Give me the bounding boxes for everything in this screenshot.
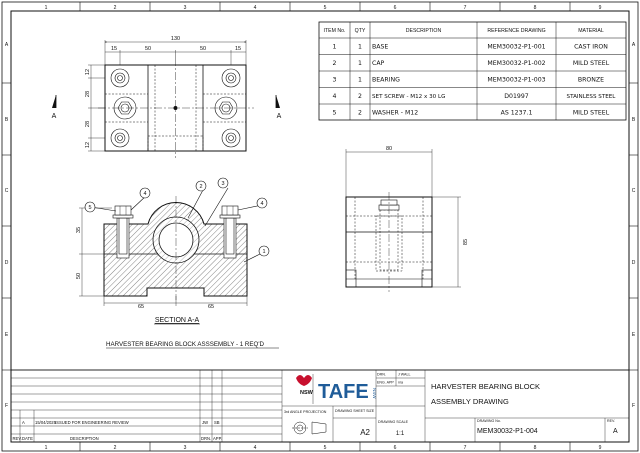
bom-header-item: ITEM No. <box>323 28 346 34</box>
side-view <box>346 192 432 292</box>
zone-col-9-top: 9 <box>598 5 602 11</box>
section-view <box>104 196 247 300</box>
zone-row-f-left: F <box>4 403 9 409</box>
dim-section-v-1: 35 <box>76 226 82 234</box>
section-label: SECTION A-A <box>154 317 200 324</box>
bill-of-materials <box>319 22 626 120</box>
scale-label: DRAWING SCALE <box>378 420 409 424</box>
dim-section-v-2: 50 <box>76 272 82 280</box>
balloon-4-right-label: 4 <box>260 201 264 207</box>
section-arrow-right-label: A <box>276 113 282 120</box>
drn-label: DRN. <box>377 372 386 377</box>
zone-row-d-left: D <box>4 260 9 266</box>
bom-row-3-qty: 1 <box>358 76 362 84</box>
revision-drn: JW <box>202 420 209 425</box>
section-arrow-left-label: A <box>51 113 57 120</box>
bom-row-5-description: WASHER - M12 <box>372 109 419 117</box>
bom-row-4-description: SET SCREW - M12 x 30 LG <box>372 94 446 100</box>
bom-row-5-item: 5 <box>332 109 337 117</box>
bom-row-1-qty: 1 <box>358 43 362 51</box>
section-arrow-right <box>276 95 282 120</box>
zone-col-1-top: 1 <box>44 5 48 11</box>
balloon-5-label: 5 <box>88 205 92 211</box>
balloon-3-label: 3 <box>221 181 225 187</box>
zone-col-5-bottom: 5 <box>323 445 327 451</box>
bom-header-material: MATERIAL <box>578 28 604 34</box>
balloon-4-left-label: 4 <box>143 191 147 197</box>
title-line-2: ASSEMBLY DRAWING <box>431 397 509 406</box>
eng-app-label: ENG. APP <box>377 380 394 385</box>
bom-row-4-qty: 2 <box>358 93 362 100</box>
zone-row-d-right: D <box>631 260 636 266</box>
bom-header-reference: REFERENCE DRAWING <box>487 28 546 34</box>
dim-top-v-4: 12 <box>85 141 91 149</box>
revision-header-drn: DRN. <box>201 436 212 441</box>
balloon-1-label: 1 <box>262 249 266 255</box>
zone-col-4-bottom: 4 <box>253 445 257 451</box>
zone-col-7-top: 7 <box>463 5 467 11</box>
zone-col-6-bottom: 6 <box>393 445 397 451</box>
zone-row-e-right: E <box>631 332 636 338</box>
zone-row-f-right: F <box>631 403 636 409</box>
dim-section-h-2: 65 <box>207 304 215 310</box>
dim-side-height: 85 <box>463 238 469 246</box>
zone-row-a-left: A <box>4 42 9 48</box>
bom-row-2-reference: MEM30032-P1-002 <box>487 60 546 67</box>
revision-description: ISSUED FOR ENGINEERING REVIEW <box>55 420 129 425</box>
drawing-scale: 1:1 <box>395 431 405 437</box>
revision-header-description: DESCRIPTION <box>70 436 99 441</box>
dim-top-seg-4: 15 <box>234 46 242 52</box>
zone-row-b-left: B <box>4 117 9 123</box>
bom-row-2-description: CAP <box>372 60 385 67</box>
bom-row-3-reference: MEM30032-P1-003 <box>487 76 546 84</box>
bom-row-4-item: 4 <box>332 93 337 100</box>
dim-top-seg-3: 50 <box>199 46 207 52</box>
revision-header-rev: REV. <box>12 436 22 441</box>
title-block <box>11 370 629 442</box>
bom-row-3-item: 3 <box>332 76 337 84</box>
zone-col-5-top: 5 <box>323 5 327 11</box>
bom-row-5-reference: AS 1237.1 <box>500 109 533 117</box>
zone-col-8-top: 8 <box>533 5 537 11</box>
side-view-dimensions <box>346 149 461 287</box>
dim-side-width: 80 <box>385 146 393 152</box>
zone-row-e-left: E <box>4 332 9 338</box>
balloon-2-label: 2 <box>199 184 203 190</box>
dim-top-v-3: 28 <box>85 120 91 128</box>
sheet-size-label: DRAWING SHEET SIZE <box>335 409 375 413</box>
projection-label: 3rd ANGLE PROJECTION <box>284 410 327 414</box>
section-arrow-left <box>52 95 57 120</box>
dim-top-v-1: 12 <box>85 68 91 76</box>
zone-col-2-top: 2 <box>113 5 117 11</box>
tafe-logo: TAFE <box>318 381 369 403</box>
zone-row-a-right: A <box>631 42 636 48</box>
sheet-size: A2 <box>360 428 370 437</box>
rev-value: A <box>613 428 618 435</box>
bom-row-4-reference: D01997 <box>504 93 529 100</box>
nsw-logo <box>296 375 314 396</box>
revision-rev: A <box>22 420 25 425</box>
drawing-caption: HARVESTER BEARING BLOCK ASSSEMBLY - 1 REQ'D <box>106 341 264 348</box>
drawing-no-label: DRAWING No. <box>477 419 501 423</box>
drawing-number: MEM30032-P1-004 <box>477 428 538 435</box>
third-angle-projection-icon <box>292 422 326 434</box>
rev-label: REV. <box>607 419 616 423</box>
zone-row-b-right: B <box>631 117 636 123</box>
eng-app-value: n/a <box>398 380 403 385</box>
zone-col-9-bottom: 9 <box>598 445 602 451</box>
zone-col-6-top: 6 <box>393 5 397 11</box>
zone-col-8-bottom: 8 <box>533 445 537 451</box>
bom-row-3-material: BRONZE <box>577 76 605 84</box>
revision-date: 15/04/2025 <box>35 420 56 425</box>
zone-col-2-bottom: 2 <box>113 445 117 451</box>
bom-row-5-material: MILD STEEL <box>572 109 610 117</box>
bom-row-2-material: MILD STEEL <box>572 60 610 67</box>
dim-top-seg-1: 15 <box>110 46 118 52</box>
zone-col-4-top: 4 <box>253 5 257 11</box>
revision-header-app: APP. <box>213 436 223 441</box>
title-line-1: HARVESTER BEARING BLOCK <box>431 382 541 391</box>
bom-row-1-description: BASE <box>372 43 389 51</box>
dim-top-seg-2: 50 <box>144 46 152 52</box>
bom-row-2-qty: 1 <box>358 60 362 67</box>
bom-header-description: DESCRIPTION <box>405 28 442 34</box>
bom-row-3-description: BEARING <box>372 76 400 84</box>
nsw-label: NSW <box>300 390 313 396</box>
dim-top-overall: 130 <box>170 36 181 42</box>
top-view <box>98 58 254 158</box>
tafe-nsw-vertical: NSW <box>372 388 377 399</box>
zone-col-3-bottom: 3 <box>183 445 187 451</box>
bom-row-1-item: 1 <box>332 43 337 51</box>
zone-col-1-bottom: 1 <box>44 445 48 451</box>
bom-row-2-item: 2 <box>332 60 337 67</box>
zone-col-7-bottom: 7 <box>463 445 467 451</box>
dim-section-h-1: 65 <box>137 304 145 310</box>
dim-top-v-2: 28 <box>85 90 91 98</box>
bom-row-1-material: CAST IRON <box>574 43 608 51</box>
bom-row-4-material: STAINLESS STEEL <box>566 94 616 100</box>
zone-row-c-left: C <box>4 188 9 194</box>
revision-header-date: DATE <box>22 436 33 441</box>
bom-row-1-reference: MEM30032-P1-001 <box>487 43 546 51</box>
bom-header-qty: QTY <box>354 28 366 34</box>
drn-value: J WALL <box>398 372 411 377</box>
zone-row-c-right: C <box>631 188 636 194</box>
revision-app: SB <box>214 420 220 425</box>
zone-col-3-top: 3 <box>183 5 187 11</box>
bom-row-5-qty: 2 <box>358 109 362 117</box>
